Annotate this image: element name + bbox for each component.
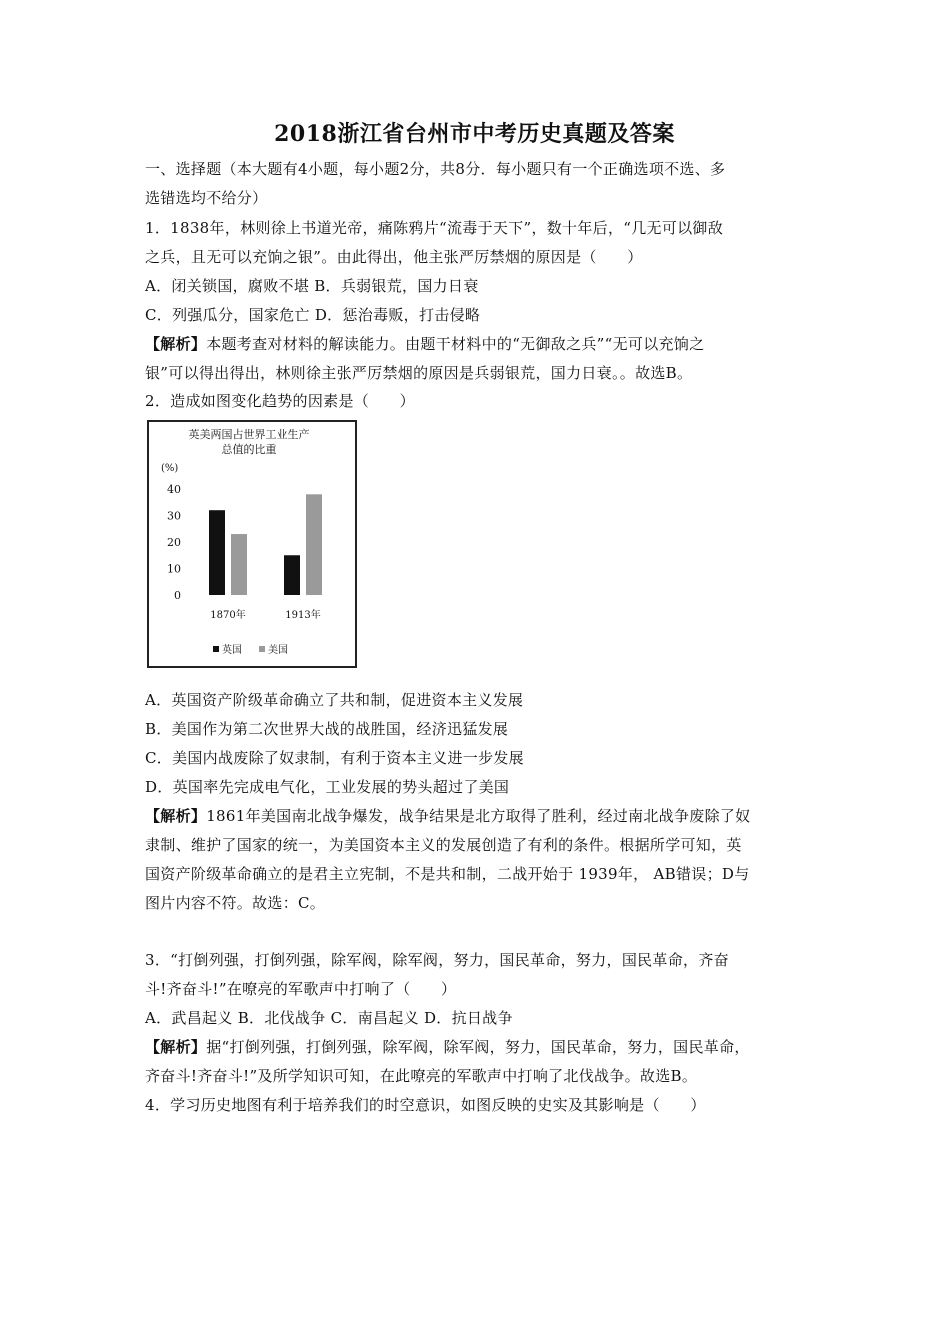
chart-svg xyxy=(149,422,355,666)
answer-3-line-2: 齐奋斗!齐奋斗!”及所学知识可知，在此嘹亮的军歌声中打响了北伐战争。故选B。 xyxy=(145,1067,698,1085)
answer-3-line-1: 【解析】据“打倒列强，打倒列强，除军阀，除军阀，努力，国民革命，努力，国民革命， xyxy=(145,1038,750,1056)
bar-uk-0 xyxy=(209,510,225,595)
y-tick-label: 20 xyxy=(167,536,181,549)
question-2-option-a: A．英国资产阶级革命确立了共和制，促进资本主义发展 xyxy=(145,691,524,709)
analysis-tag: 【解析】 xyxy=(145,1038,207,1056)
bar-us-1 xyxy=(306,494,322,595)
legend-label-uk: 英国 xyxy=(222,645,242,656)
legend-swatch-us xyxy=(259,646,265,652)
question-1-options-cd: C．列强瓜分，国家危亡 D．惩治毒贩，打击侵略 xyxy=(145,306,481,324)
question-1-line-1: 1．1838年，林则徐上书道光帝，痛陈鸦片“流毒于天下”，数十年后，“几无可以御敌 xyxy=(145,219,724,237)
question-2-option-d: D．英国率先完成电气化，工业发展的势头超过了美国 xyxy=(145,778,510,796)
y-tick-label: 40 xyxy=(167,483,181,496)
question-2-option-c: C．美国内战废除了奴隶制，有利于资本主义进一步发展 xyxy=(145,749,524,767)
y-tick-label: 0 xyxy=(174,589,181,602)
question-3-options: A．武昌起义 B．北伐战争 C．南昌起义 D．抗日战争 xyxy=(145,1009,513,1027)
section-heading-line-1: 一、选择题（本大题有4小题，每小题2分，共8分．每小题只有一个正确选项不选、多 xyxy=(145,160,726,178)
legend-swatch-uk xyxy=(213,646,219,652)
bar-chart xyxy=(147,420,357,668)
question-2-line: 2．造成如图变化趋势的因素是（ ） xyxy=(145,392,415,410)
y-tick-label: 10 xyxy=(167,562,181,576)
question-1-line-2: 之兵，且无可以充饷之银”。由此得出，他主张严厉禁烟的原因是（ ） xyxy=(145,248,643,266)
chart-title-line-2: 总值的比重 xyxy=(221,443,277,456)
answer-2-line-3: 国资产阶级革命确立的是君主立宪制，不是共和制，二战开始于 1939年， AB错误；D与 xyxy=(145,865,750,883)
section-heading-line-2: 选错选均不给分） xyxy=(145,189,268,207)
answer-1-line-2: 银”可以得出得出，林则徐主张严厉禁烟的原因是兵弱银荒，国力日衰。。故选B。 xyxy=(145,364,693,382)
x-tick-label: 1870年 xyxy=(210,610,246,621)
question-3-line-2: 斗!齐奋斗!”在嘹亮的军歌声中打响了（ ） xyxy=(145,980,457,998)
y-tick-label: 30 xyxy=(167,509,181,523)
analysis-tag: 【解析】 xyxy=(145,807,207,825)
question-2-option-b: B．美国作为第二次世界大战的战胜国，经济迅猛发展 xyxy=(145,720,509,738)
question-1-options-ab: A．闭关锁国，腐败不堪 B．兵弱银荒，国力日衰 xyxy=(145,277,479,295)
answer-2-line-1: 【解析】1861年美国南北战争爆发，战争结果是北方取得了胜利，经过南北战争废除了奴 xyxy=(145,807,751,825)
answer-1-line-1: 【解析】本题考查对材料的解读能力。由题干材料中的“无御敌之兵”“无可以充饷之 xyxy=(145,335,705,353)
bar-uk-1 xyxy=(284,555,300,595)
chart-title-line-1: 英美两国占世界工业生产 xyxy=(188,428,310,441)
answer-2-line-4: 图片内容不符。故选：C。 xyxy=(145,894,326,912)
question-3-line-1: 3．“打倒列强，打倒列强，除军阀，除军阀，努力，国民革命，努力，国民革命，齐奋 xyxy=(145,951,729,969)
legend-label-us: 美国 xyxy=(268,645,288,656)
answer-2-line-2: 隶制、维护了国家的统一，为美国资本主义的发展创造了有利的条件。根据所学可知，英 xyxy=(145,836,742,854)
x-tick-label: 1913年 xyxy=(285,610,321,621)
question-4-line: 4．学习历史地图有利于培养我们的时空意识，如图反映的史实及其影响是（ ） xyxy=(145,1096,706,1114)
page-title: 2018浙江省台州市中考历史真题及答案 xyxy=(274,121,675,147)
y-axis-label: (%) xyxy=(161,463,179,474)
analysis-tag: 【解析】 xyxy=(145,335,207,353)
bar-us-0 xyxy=(231,534,247,595)
